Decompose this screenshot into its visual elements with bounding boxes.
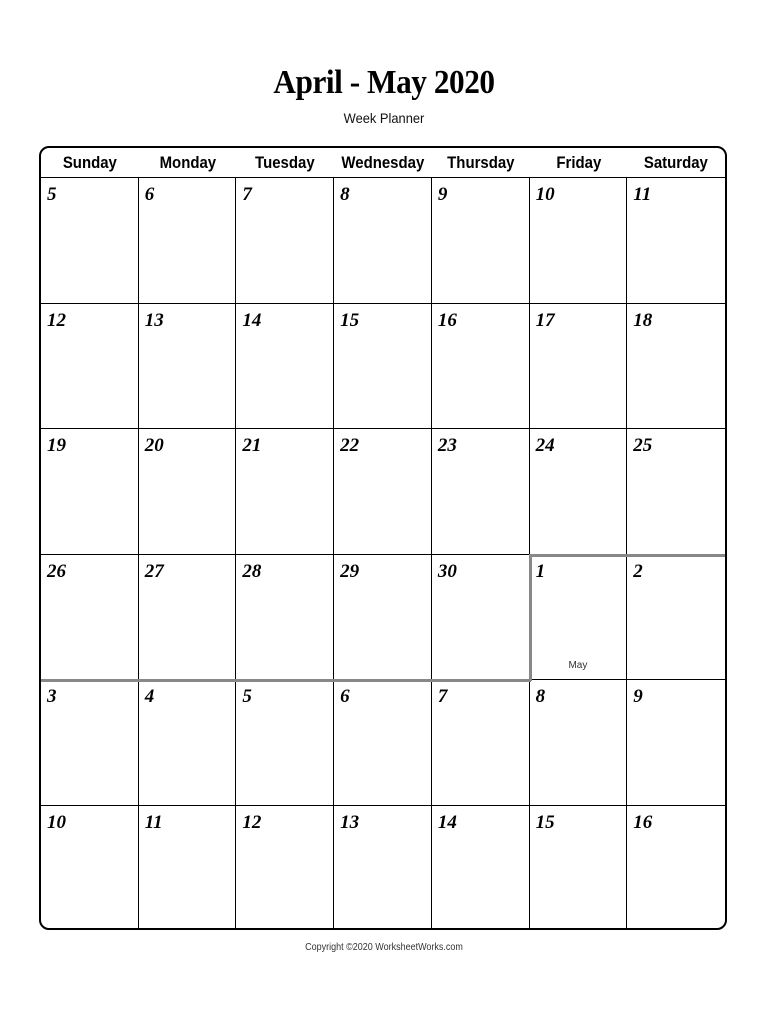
day-number: 5 [47, 184, 57, 205]
day-number: 9 [437, 184, 448, 205]
day-cell[interactable] [334, 555, 432, 681]
day-cell[interactable] [334, 304, 432, 430]
day-cell[interactable] [139, 806, 237, 931]
day-cell[interactable] [236, 429, 334, 555]
day-cell[interactable] [139, 178, 237, 304]
day-number: 13 [340, 811, 360, 833]
day-cell[interactable] [41, 429, 139, 555]
day-number: 1 [535, 560, 546, 582]
page-subtitle: Week Planner [343, 110, 425, 126]
day-cell[interactable] [432, 806, 530, 931]
day-cell[interactable] [530, 555, 628, 681]
day-number: 16 [633, 811, 653, 833]
day-number: 25 [633, 435, 653, 456]
day-cell[interactable] [334, 680, 432, 806]
day-cell[interactable] [334, 429, 432, 555]
day-number: 2 [633, 560, 643, 582]
copyright-text: Copyright ©2020 WorksheetWorks.com [305, 942, 463, 953]
weekday-wednesday: Wednesday [341, 153, 425, 172]
day-number: 18 [633, 309, 653, 331]
day-cell[interactable] [627, 806, 725, 931]
day-cell[interactable] [530, 429, 628, 555]
day-cell[interactable] [236, 806, 334, 931]
day-cell[interactable] [432, 429, 530, 555]
day-number: 8 [535, 686, 546, 707]
day-number: 22 [340, 435, 360, 456]
month-start-label: May [568, 660, 588, 671]
day-number: 21 [242, 435, 262, 456]
day-number: 10 [47, 811, 66, 833]
calendar-grid [39, 146, 727, 930]
day-number: 30 [437, 560, 457, 582]
weekday-friday: Friday [555, 153, 601, 172]
weekday-thursday: Thursday [447, 153, 515, 172]
day-number: 6 [340, 686, 350, 707]
day-cell[interactable] [139, 555, 237, 681]
day-number: 11 [144, 811, 163, 833]
month-boundary-line [529, 554, 532, 682]
day-cell[interactable] [334, 178, 432, 304]
day-cell[interactable] [432, 304, 530, 430]
day-number: 14 [242, 309, 262, 331]
day-number: 15 [340, 309, 360, 331]
day-cell[interactable] [236, 178, 334, 304]
day-number: 12 [47, 309, 66, 331]
day-cell[interactable] [41, 806, 139, 931]
day-number: 29 [340, 560, 360, 582]
day-number: 15 [535, 811, 555, 833]
day-number: 7 [242, 184, 252, 205]
day-cell[interactable] [530, 304, 628, 430]
day-number: 10 [535, 184, 555, 205]
day-cell[interactable] [41, 555, 139, 681]
weekday-tuesday: Tuesday [255, 153, 316, 172]
day-number: 26 [47, 560, 66, 582]
day-cell[interactable] [139, 304, 237, 430]
day-cell[interactable] [627, 178, 725, 304]
day-cell[interactable] [432, 555, 530, 681]
day-cell[interactable] [41, 178, 139, 304]
day-number: 17 [535, 309, 555, 331]
day-number: 28 [242, 560, 262, 582]
day-cell[interactable] [432, 680, 530, 806]
day-cell[interactable] [41, 680, 139, 806]
day-cell[interactable] [530, 178, 628, 304]
month-boundary-line [530, 554, 725, 557]
day-number: 13 [144, 309, 164, 331]
day-cell[interactable] [236, 680, 334, 806]
month-boundary-line [41, 679, 531, 682]
day-cell[interactable] [530, 680, 628, 806]
day-cell[interactable] [139, 429, 237, 555]
day-number: 7 [437, 686, 448, 707]
day-number: 3 [47, 686, 57, 707]
page-title: April - May 2020 [273, 64, 495, 101]
day-number: 27 [144, 560, 164, 582]
day-cell[interactable] [530, 806, 628, 931]
day-number: 20 [144, 435, 164, 456]
day-number: 19 [47, 435, 66, 456]
day-cell[interactable] [627, 429, 725, 555]
weekday-saturday: Saturday [644, 153, 709, 172]
day-cell[interactable] [334, 806, 432, 931]
day-cell[interactable] [41, 304, 139, 430]
day-number: 6 [144, 184, 155, 205]
day-cell[interactable] [627, 680, 725, 806]
day-number: 8 [340, 184, 350, 205]
weekday-header [41, 148, 725, 178]
day-number: 4 [144, 686, 155, 707]
day-cell[interactable] [432, 178, 530, 304]
weekday-sunday: Sunday [62, 153, 117, 172]
day-number: 24 [535, 435, 555, 456]
day-number: 16 [437, 309, 457, 331]
day-cell[interactable] [139, 680, 237, 806]
day-cell[interactable] [236, 555, 334, 681]
day-number: 5 [242, 686, 252, 707]
day-number: 11 [633, 184, 652, 205]
day-cell[interactable] [236, 304, 334, 430]
weekday-monday: Monday [159, 153, 216, 172]
day-number: 12 [242, 811, 262, 833]
day-cell[interactable] [627, 555, 725, 681]
day-number: 23 [437, 435, 457, 456]
day-cell[interactable] [627, 304, 725, 430]
day-number: 9 [633, 686, 643, 707]
day-number: 14 [437, 811, 457, 833]
